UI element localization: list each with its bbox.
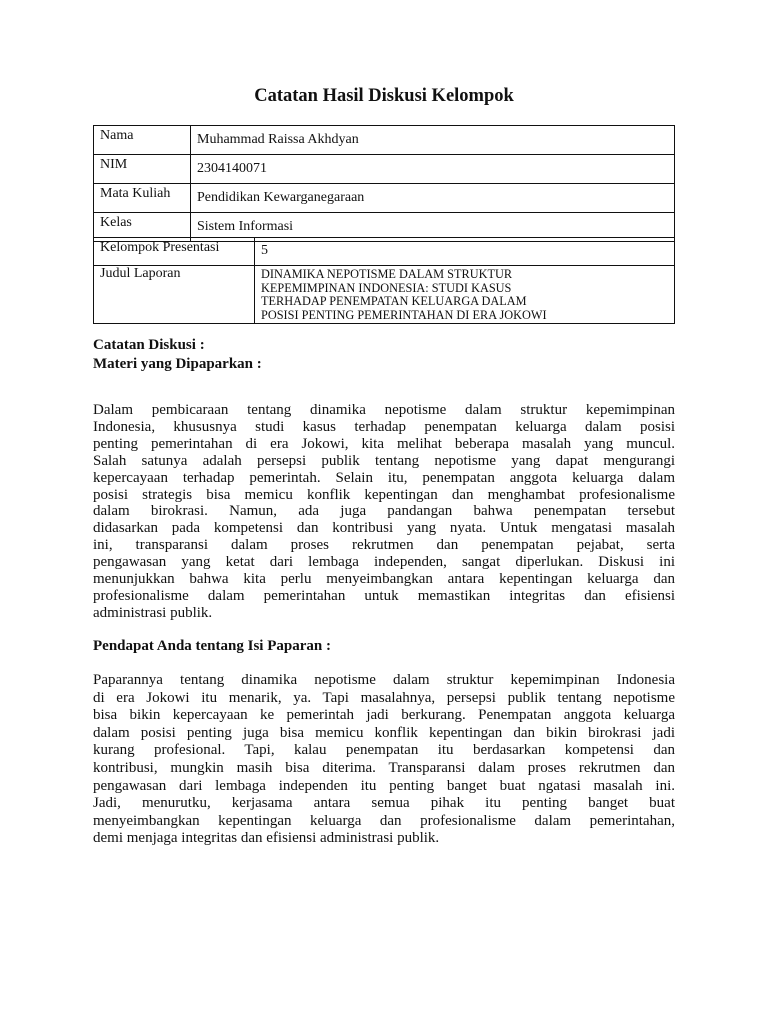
table-row — [94, 126, 675, 155]
paragraph-line: demi menjaga integritas dan efisiensi administrasi publik. — [93, 830, 440, 847]
row-label: Nama — [94, 126, 191, 155]
paragraph-line: Jadi, menurutku, kerjasama antara semua pihak itu penting banget buat — [93, 795, 675, 812]
paragraph-line: bisa bikin kepercayaan ke pemerintah jadi berkurang. Penempatan anggota keluarga — [93, 707, 675, 724]
paragraph-line: di era Jokowi itu menarik, ya. Tapi masalahnya, persepsi publik tentang nepotisme — [93, 689, 675, 706]
paragraph-line: Indonesia, khususnya studi kasus terhadap penempatan keluarga dalam posisi — [93, 418, 675, 435]
group-value: 5 — [255, 238, 675, 266]
paragraph-line: Paparannya tentang dinamika nepotisme dalam struktur kepemimpinan Indonesia — [93, 672, 675, 688]
paragraph-line: pengawasan dari lembaga independen itu penting banget buat ngatasi masalah ini. — [93, 777, 675, 794]
report-table — [93, 237, 675, 324]
row-label: Mata Kuliah — [94, 184, 191, 213]
table-row — [94, 238, 675, 266]
identity-table — [93, 125, 675, 242]
paragraph-line: kontribusi, mungkin masih bisa diterima. Transparansi dalam proses rekrutmen dan — [93, 759, 675, 776]
row-value: 2304140071 — [191, 155, 675, 184]
paragraph-line: menunjukkan bahwa kita perlu menyeimbangkan antara kepentingan keluarga dan — [93, 571, 675, 588]
paragraph-line: penting pemerintahan di era Jokowi, kita melihat beberapa masalah yang muncul. — [93, 435, 675, 452]
section-heading: Catatan Diskusi : — [93, 337, 205, 353]
paragraph-line: menyeimbangkan kepentingan keluarga dan profesionalisme dalam pemerintahan, — [93, 812, 675, 829]
paragraph-line: kepercayaan terhadap pemerintah. Selain itu, penempatan anggota keluarga dalam — [93, 469, 675, 486]
paragraph-line: Dalam pembicaraan tentang dinamika nepotisme dalam struktur kepemimpinan — [93, 402, 675, 418]
paragraph-line: kurang profesional. Tapi, kalau penempatan itu berdasarkan kompetensi dan — [93, 742, 675, 759]
document-title: Catatan Hasil Diskusi Kelompok — [254, 86, 514, 106]
section-heading: Pendapat Anda tentang Isi Paparan : — [93, 638, 331, 654]
paragraph-line: profesionalisme dalam pemerintahan untuk memastikan integritas dan efisiensi — [93, 587, 675, 604]
report-title-label: Judul Laporan — [94, 266, 255, 324]
paragraph-pendapat — [93, 672, 675, 848]
table-row — [94, 266, 675, 324]
paragraph-line: dalam posisi penting juga bisa memicu konflik kepentingan dan bikin birokrasi jadi — [93, 724, 675, 741]
paragraph-materi — [93, 402, 675, 622]
row-value: Muhammad Raissa Akhdyan — [191, 126, 675, 155]
table-row — [94, 155, 675, 184]
paragraph-line: posisi strategis bisa memicu konflik kepentingan dan menghambat profesionalisme — [93, 486, 675, 503]
paragraph-line: ini, transparansi dalam proses rekrutmen dan penempatan pejabat, serta — [93, 537, 675, 554]
row-value: Sistem Informasi — [191, 213, 675, 242]
group-label: Kelompok Presentasi — [94, 238, 255, 266]
report-title-value — [255, 266, 675, 324]
paragraph-line: administrasi publik. — [93, 604, 213, 621]
paragraph-line: pengawasan yang ketat dari lembaga independen, sangat diperlukan. Diskusi ini — [93, 554, 675, 571]
row-label: Kelas — [94, 213, 191, 242]
report-title-line: KEPEMIMPINAN INDONESIA: STUDI KASUS — [261, 280, 512, 295]
paragraph-line: didasarkan pada kompetensi dan kontribusi yang nyata. Untuk mengatasi masalah — [93, 520, 675, 537]
report-title-line: DINAMIKA NEPOTISME DALAM STRUKTUR — [261, 267, 513, 281]
row-value: Pendidikan Kewarganegaraan — [191, 184, 675, 213]
report-title-line: TERHADAP PENEMPATAN KELUARGA DALAM — [261, 294, 527, 308]
report-title-line: POSISI PENTING PEMERINTAHAN DI ERA JOKOWI — [261, 307, 547, 322]
paragraph-line: dalam birokrasi. Namun, ada juga pandangan bahwa penempatan tersebut — [93, 503, 675, 520]
section-subheading: Materi yang Dipaparkan : — [93, 356, 262, 372]
paragraph-line: Salah satunya adalah persepsi publik tentang nepotisme yang dapat mengurangi — [93, 452, 675, 469]
row-label: NIM — [94, 155, 191, 184]
table-row — [94, 184, 675, 213]
